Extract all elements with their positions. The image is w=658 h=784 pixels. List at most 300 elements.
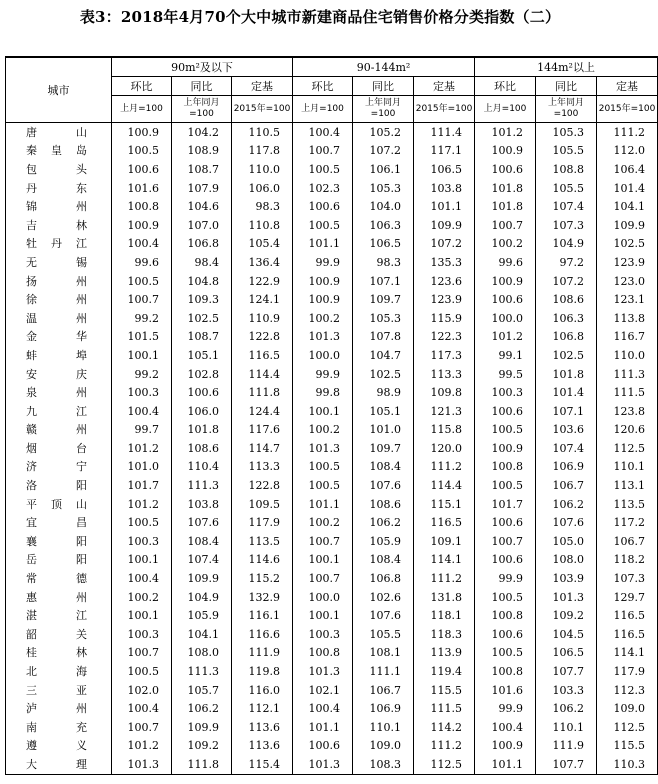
sub-header-mom: 环比	[475, 77, 536, 96]
index-value: 100.4	[293, 123, 353, 142]
index-value: 99.2	[112, 365, 172, 384]
base-header-fixed: 2015年=100	[232, 96, 293, 123]
city-name: 无锡	[6, 253, 112, 272]
index-value: 101.8	[475, 179, 536, 198]
index-value: 117.9	[597, 662, 658, 681]
index-value: 106.2	[172, 699, 232, 718]
index-value: 104.6	[172, 197, 232, 216]
index-value: 110.1	[536, 718, 597, 737]
city-name: 蚌埠	[6, 346, 112, 365]
city-name: 惠州	[6, 588, 112, 607]
index-value: 101.1	[293, 235, 353, 254]
base-header-yoy: 上年同月=100	[353, 96, 414, 123]
index-value: 103.9	[536, 569, 597, 588]
index-value: 100.3	[112, 383, 172, 402]
index-value: 113.9	[414, 644, 475, 663]
index-value: 104.1	[597, 197, 658, 216]
index-value: 116.5	[232, 346, 293, 365]
sub-header-fixed: 定基	[232, 77, 293, 96]
index-value: 107.6	[172, 513, 232, 532]
index-value: 111.2	[414, 458, 475, 477]
index-value: 100.5	[112, 662, 172, 681]
index-value: 105.4	[232, 235, 293, 254]
city-name: 遵义	[6, 737, 112, 756]
index-value: 109.9	[414, 216, 475, 235]
index-value: 105.0	[536, 532, 597, 551]
table-row	[6, 216, 658, 235]
index-value: 109.1	[414, 532, 475, 551]
index-value: 100.7	[112, 290, 172, 309]
table-row	[6, 365, 658, 384]
index-value: 100.1	[112, 346, 172, 365]
index-value: 107.4	[172, 551, 232, 570]
index-value: 100.9	[475, 142, 536, 161]
index-value: 107.6	[353, 606, 414, 625]
table-row	[6, 328, 658, 347]
index-value: 120.6	[597, 421, 658, 440]
city-name: 南充	[6, 718, 112, 737]
index-value: 109.9	[597, 216, 658, 235]
index-value: 100.5	[293, 216, 353, 235]
index-value: 123.9	[414, 290, 475, 309]
index-value: 114.7	[232, 439, 293, 458]
index-value: 110.3	[597, 755, 658, 774]
index-value: 109.9	[172, 569, 232, 588]
index-value: 101.1	[414, 197, 475, 216]
index-value: 108.6	[353, 495, 414, 514]
table-row	[6, 197, 658, 216]
index-value: 106.9	[353, 699, 414, 718]
index-value: 109.5	[232, 495, 293, 514]
index-value: 118.1	[414, 606, 475, 625]
city-name: 温州	[6, 309, 112, 328]
index-value: 117.2	[597, 513, 658, 532]
index-value: 101.1	[293, 718, 353, 737]
index-value: 100.6	[475, 402, 536, 421]
index-value: 101.0	[353, 421, 414, 440]
index-value: 106.0	[232, 179, 293, 198]
index-value: 112.0	[597, 142, 658, 161]
index-value: 115.5	[414, 681, 475, 700]
index-value: 100.2	[293, 309, 353, 328]
index-value: 100.6	[293, 197, 353, 216]
city-name: 徐州	[6, 290, 112, 309]
index-value: 99.7	[112, 421, 172, 440]
index-value: 112.1	[232, 699, 293, 718]
index-value: 122.3	[414, 328, 475, 347]
index-value: 98.9	[353, 383, 414, 402]
index-value: 100.2	[293, 421, 353, 440]
index-value: 124.1	[232, 290, 293, 309]
index-value: 100.1	[293, 606, 353, 625]
index-value: 114.4	[232, 365, 293, 384]
index-value: 101.3	[112, 755, 172, 774]
index-value: 113.1	[597, 476, 658, 495]
index-value: 103.6	[536, 421, 597, 440]
index-value: 106.3	[353, 216, 414, 235]
index-value: 113.6	[232, 737, 293, 756]
index-value: 106.9	[536, 458, 597, 477]
sub-header-yoy: 同比	[172, 77, 232, 96]
index-value: 105.5	[536, 179, 597, 198]
index-value: 101.8	[172, 421, 232, 440]
index-value: 99.6	[475, 253, 536, 272]
index-value: 101.2	[112, 439, 172, 458]
index-value: 108.4	[353, 551, 414, 570]
index-value: 136.4	[232, 253, 293, 272]
index-value: 108.0	[536, 551, 597, 570]
index-value: 100.4	[112, 235, 172, 254]
index-value: 100.6	[475, 551, 536, 570]
index-value: 111.9	[232, 644, 293, 663]
base-header-yoy: 上年同月=100	[536, 96, 597, 123]
index-value: 105.5	[353, 625, 414, 644]
table-row	[6, 235, 658, 254]
index-value: 129.7	[597, 588, 658, 607]
index-value: 107.9	[172, 179, 232, 198]
index-value: 101.2	[112, 737, 172, 756]
index-value: 114.4	[414, 476, 475, 495]
index-value: 101.3	[293, 662, 353, 681]
index-value: 101.7	[475, 495, 536, 514]
city-header: 城市	[6, 57, 112, 123]
index-value: 101.2	[475, 328, 536, 347]
index-value: 100.5	[475, 644, 536, 663]
index-value: 100.7	[112, 644, 172, 663]
index-value: 107.4	[536, 197, 597, 216]
index-value: 102.8	[172, 365, 232, 384]
index-value: 105.5	[536, 142, 597, 161]
table-row	[6, 421, 658, 440]
index-value: 99.2	[112, 309, 172, 328]
index-value: 106.2	[353, 513, 414, 532]
table-row	[6, 513, 658, 532]
index-value: 108.6	[536, 290, 597, 309]
table-row	[6, 532, 658, 551]
city-name: 常德	[6, 569, 112, 588]
index-value: 104.7	[353, 346, 414, 365]
table-row	[6, 383, 658, 402]
index-value: 111.3	[172, 662, 232, 681]
index-value: 100.5	[475, 421, 536, 440]
index-value: 115.8	[414, 421, 475, 440]
index-value: 100.7	[293, 142, 353, 161]
index-value: 104.0	[353, 197, 414, 216]
index-value: 101.5	[112, 328, 172, 347]
index-value: 110.9	[232, 309, 293, 328]
index-value: 100.6	[475, 625, 536, 644]
index-value: 116.5	[414, 513, 475, 532]
index-value: 110.8	[232, 216, 293, 235]
city-name: 秦皇岛	[6, 142, 112, 161]
index-value: 102.5	[172, 309, 232, 328]
index-value: 120.0	[414, 439, 475, 458]
index-value: 100.0	[475, 309, 536, 328]
index-value: 101.1	[475, 755, 536, 774]
index-value: 115.1	[414, 495, 475, 514]
index-value: 107.2	[414, 235, 475, 254]
base-header-mom: 上月=100	[112, 96, 172, 123]
index-value: 111.9	[536, 737, 597, 756]
page-title: 表3：2018年4月70个大中城市新建商品住宅销售价格分类指数（二）	[79, 8, 561, 26]
index-value: 106.7	[597, 532, 658, 551]
index-value: 99.9	[293, 365, 353, 384]
index-value: 109.2	[536, 606, 597, 625]
index-value: 108.1	[353, 644, 414, 663]
index-value: 124.4	[232, 402, 293, 421]
index-value: 115.5	[597, 737, 658, 756]
index-value: 108.4	[172, 532, 232, 551]
index-value: 100.1	[112, 606, 172, 625]
index-value: 123.9	[597, 253, 658, 272]
index-value: 117.8	[232, 142, 293, 161]
table-row	[6, 681, 658, 700]
index-value: 135.3	[414, 253, 475, 272]
index-value: 117.9	[232, 513, 293, 532]
index-value: 114.1	[414, 551, 475, 570]
index-value: 100.9	[475, 737, 536, 756]
city-name: 泸州	[6, 699, 112, 718]
index-value: 113.5	[597, 495, 658, 514]
index-value: 116.7	[597, 328, 658, 347]
index-value: 102.5	[597, 235, 658, 254]
index-value: 99.1	[475, 346, 536, 365]
index-value: 102.5	[536, 346, 597, 365]
index-value: 100.8	[293, 644, 353, 663]
city-name: 牡丹江	[6, 235, 112, 254]
table-row	[6, 309, 658, 328]
city-name: 岳阳	[6, 551, 112, 570]
index-value: 113.3	[232, 458, 293, 477]
index-value: 101.6	[112, 179, 172, 198]
index-value: 101.3	[293, 328, 353, 347]
index-value: 100.5	[293, 476, 353, 495]
table-row	[6, 644, 658, 663]
table-row	[6, 606, 658, 625]
index-value: 112.5	[414, 755, 475, 774]
index-value: 100.0	[293, 588, 353, 607]
sub-header-mom: 环比	[293, 77, 353, 96]
index-value: 110.4	[172, 458, 232, 477]
index-value: 100.9	[475, 272, 536, 291]
index-value: 108.8	[536, 160, 597, 179]
index-value: 100.2	[293, 513, 353, 532]
sub-header-fixed: 定基	[414, 77, 475, 96]
index-value: 106.5	[414, 160, 475, 179]
index-value: 123.8	[597, 402, 658, 421]
index-value: 100.9	[293, 290, 353, 309]
index-value: 118.3	[414, 625, 475, 644]
city-name: 金华	[6, 328, 112, 347]
index-value: 105.9	[172, 606, 232, 625]
index-value: 100.1	[293, 402, 353, 421]
index-value: 123.1	[597, 290, 658, 309]
index-value: 99.9	[475, 699, 536, 718]
index-value: 115.4	[232, 755, 293, 774]
index-value: 110.0	[232, 160, 293, 179]
index-value: 114.6	[232, 551, 293, 570]
index-value: 100.4	[112, 569, 172, 588]
index-value: 106.8	[536, 328, 597, 347]
group-header-large: 144m²以上	[475, 57, 658, 77]
index-value: 109.0	[597, 699, 658, 718]
table-row	[6, 290, 658, 309]
index-value: 108.7	[172, 328, 232, 347]
table-row	[6, 439, 658, 458]
index-value: 100.8	[475, 662, 536, 681]
index-value: 105.3	[536, 123, 597, 142]
index-value: 106.7	[353, 681, 414, 700]
table-row	[6, 718, 658, 737]
table-row	[6, 142, 658, 161]
table-row	[6, 253, 658, 272]
index-value: 117.1	[414, 142, 475, 161]
index-value: 101.4	[536, 383, 597, 402]
index-value: 112.3	[597, 681, 658, 700]
index-value: 107.1	[536, 402, 597, 421]
index-value: 105.1	[353, 402, 414, 421]
index-value: 116.5	[597, 625, 658, 644]
index-value: 108.9	[172, 142, 232, 161]
index-value: 123.6	[414, 272, 475, 291]
index-value: 105.3	[353, 179, 414, 198]
index-value: 117.3	[414, 346, 475, 365]
index-value: 106.3	[536, 309, 597, 328]
index-value: 101.0	[112, 458, 172, 477]
index-value: 104.1	[172, 625, 232, 644]
index-value: 100.5	[112, 142, 172, 161]
index-value: 99.9	[475, 569, 536, 588]
index-value: 104.9	[536, 235, 597, 254]
index-value: 107.3	[597, 569, 658, 588]
index-value: 100.6	[475, 513, 536, 532]
city-name: 吉林	[6, 216, 112, 235]
index-value: 98.3	[353, 253, 414, 272]
city-name: 丹东	[6, 179, 112, 198]
sub-header-yoy: 同比	[353, 77, 414, 96]
index-value: 100.7	[293, 532, 353, 551]
index-value: 118.2	[597, 551, 658, 570]
index-value: 100.4	[112, 699, 172, 718]
index-value: 111.2	[597, 123, 658, 142]
index-value: 109.9	[172, 718, 232, 737]
index-value: 113.5	[232, 532, 293, 551]
table-row	[6, 625, 658, 644]
index-value: 117.6	[232, 421, 293, 440]
index-value: 101.3	[293, 755, 353, 774]
city-name: 宜昌	[6, 513, 112, 532]
index-value: 100.5	[475, 588, 536, 607]
table-row	[6, 123, 658, 142]
base-header-fixed: 2015年=100	[597, 96, 658, 123]
index-value: 116.1	[232, 606, 293, 625]
index-value: 115.2	[232, 569, 293, 588]
table-row	[6, 476, 658, 495]
index-value: 106.1	[353, 160, 414, 179]
sub-header-fixed: 定基	[597, 77, 658, 96]
index-value: 111.3	[172, 476, 232, 495]
index-value: 109.7	[353, 290, 414, 309]
city-name: 安庆	[6, 365, 112, 384]
index-value: 110.5	[232, 123, 293, 142]
index-value: 100.5	[112, 272, 172, 291]
index-value: 108.7	[172, 160, 232, 179]
index-value: 106.8	[172, 235, 232, 254]
index-value: 111.3	[597, 365, 658, 384]
table-row	[6, 569, 658, 588]
index-value: 122.8	[232, 476, 293, 495]
table-row	[6, 662, 658, 681]
index-value: 113.8	[597, 309, 658, 328]
index-value: 100.9	[112, 123, 172, 142]
index-value: 100.7	[475, 532, 536, 551]
index-value: 101.8	[475, 197, 536, 216]
index-value: 106.2	[536, 699, 597, 718]
table-row	[6, 458, 658, 477]
index-value: 100.4	[293, 699, 353, 718]
price-index-table	[5, 56, 658, 775]
index-value: 100.3	[293, 625, 353, 644]
index-value: 100.1	[293, 551, 353, 570]
index-value: 106.2	[536, 495, 597, 514]
index-value: 107.1	[353, 272, 414, 291]
index-value: 100.5	[293, 160, 353, 179]
index-value: 108.0	[172, 644, 232, 663]
index-value: 107.8	[353, 328, 414, 347]
index-value: 123.0	[597, 272, 658, 291]
table-row	[6, 402, 658, 421]
index-value: 101.1	[293, 495, 353, 514]
city-name: 九江	[6, 402, 112, 421]
sub-header-mom: 环比	[112, 77, 172, 96]
index-value: 106.4	[597, 160, 658, 179]
index-value: 111.8	[172, 755, 232, 774]
index-value: 108.6	[172, 439, 232, 458]
index-value: 100.4	[112, 402, 172, 421]
index-value: 111.2	[414, 737, 475, 756]
index-value: 100.3	[112, 625, 172, 644]
index-value: 111.5	[414, 699, 475, 718]
index-value: 107.2	[353, 142, 414, 161]
index-value: 109.3	[172, 290, 232, 309]
index-value: 105.1	[172, 346, 232, 365]
sub-header-yoy: 同比	[536, 77, 597, 96]
city-name: 北海	[6, 662, 112, 681]
index-value: 100.7	[475, 216, 536, 235]
index-value: 105.7	[172, 681, 232, 700]
table-row	[6, 588, 658, 607]
index-value: 101.7	[112, 476, 172, 495]
index-value: 100.2	[112, 588, 172, 607]
index-value: 97.2	[536, 253, 597, 272]
city-name: 包头	[6, 160, 112, 179]
table-row	[6, 699, 658, 718]
index-value: 119.8	[232, 662, 293, 681]
index-value: 107.3	[536, 216, 597, 235]
table-row	[6, 737, 658, 756]
index-value: 109.8	[414, 383, 475, 402]
city-name: 赣州	[6, 421, 112, 440]
index-value: 113.6	[232, 718, 293, 737]
index-value: 109.7	[353, 439, 414, 458]
index-value: 108.3	[353, 755, 414, 774]
table-row	[6, 551, 658, 570]
index-value: 107.4	[536, 439, 597, 458]
table-row	[6, 755, 658, 774]
group-header-small: 90m²及以下	[112, 57, 293, 77]
index-value: 107.6	[353, 476, 414, 495]
index-value: 106.0	[172, 402, 232, 421]
